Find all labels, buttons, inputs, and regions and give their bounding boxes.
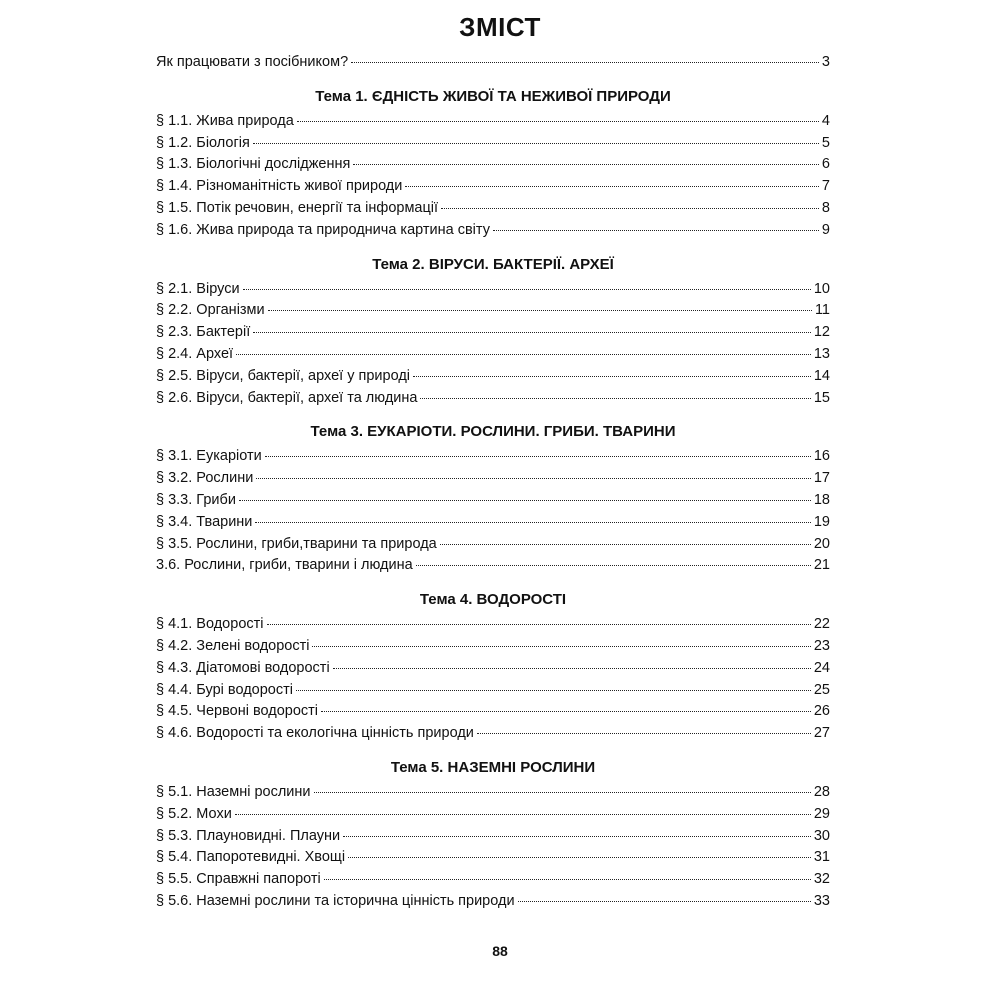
- toc-entry-page: 33: [813, 892, 830, 909]
- dot-leader: [297, 121, 819, 122]
- section-prefix: Тема 5.: [390, 758, 448, 776]
- dot-leader: [351, 62, 819, 63]
- toc-entry: [156, 300, 830, 322]
- dot-leader: [493, 230, 819, 231]
- dot-leader: [268, 310, 812, 311]
- toc-entry: [156, 826, 830, 848]
- toc-entry: [156, 680, 830, 702]
- dot-leader: [296, 690, 811, 691]
- dot-leader: [477, 733, 811, 734]
- toc-entry-page: 23: [813, 637, 830, 654]
- section-prefix: Тема 4.: [419, 591, 477, 609]
- toc-entry-page: 24: [813, 659, 830, 676]
- toc-entry-page: 26: [813, 703, 830, 720]
- toc-entry: [156, 512, 830, 534]
- toc-entry-label: § 5.1. Наземні рослини: [156, 783, 311, 800]
- dot-leader: [321, 711, 811, 712]
- dot-leader: [239, 500, 811, 501]
- toc-entry-label: § 4.4. Бурі водорості: [156, 681, 293, 698]
- section-prefix: Тема 2.: [372, 255, 429, 273]
- toc-entry-page: 22: [813, 616, 830, 633]
- toc-entry: [156, 555, 830, 577]
- toc-entry-label: § 4.1. Водорості: [156, 616, 264, 633]
- dot-leader: [416, 565, 811, 566]
- toc-entry: [156, 446, 830, 468]
- toc-entry: [156, 133, 830, 155]
- toc-entry-label: § 3.3. Гриби: [156, 491, 236, 508]
- dot-leader: [253, 332, 811, 333]
- toc-entry-page: 11: [814, 302, 830, 319]
- dot-leader: [267, 624, 811, 625]
- toc-entry: [156, 701, 830, 723]
- toc-entry-label: § 1.2. Біологія: [156, 134, 250, 151]
- section-title: ВІРУСИ. БАКТЕРІЇ. АРХЕЇ: [428, 255, 614, 273]
- dot-leader: [348, 857, 811, 858]
- section-prefix: Тема 3.: [310, 423, 368, 441]
- toc-entry-label: § 1.3. Біологічні дослідження: [156, 156, 351, 173]
- toc-entry: [156, 891, 830, 913]
- toc-entry-page: 16: [813, 448, 830, 465]
- toc-entry-page: 10: [813, 280, 830, 297]
- toc-entry-page: 27: [813, 725, 830, 742]
- toc-entry-page: 30: [813, 827, 830, 844]
- section-heading: [156, 418, 830, 446]
- toc-entry: [156, 534, 830, 556]
- section-heading: [156, 586, 830, 614]
- section-title: НАЗЕМНІ РОСЛИНИ: [447, 758, 596, 776]
- toc-entry-label: § 2.3. Бактерії: [156, 324, 251, 341]
- toc-entry: [156, 658, 830, 680]
- dot-leader: [343, 836, 811, 837]
- toc-entry-label: § 5.6. Наземні рослини та історична цінність природи: [156, 892, 515, 909]
- section-heading: [156, 83, 830, 111]
- dot-leader: [333, 668, 811, 669]
- dot-leader: [405, 186, 819, 187]
- dot-leader: [314, 792, 811, 793]
- page-number: 88: [492, 943, 508, 959]
- toc-entry: [156, 723, 830, 745]
- toc-entry: [156, 176, 830, 198]
- dot-leader: [353, 164, 819, 165]
- toc-entry-label: 3.6. Рослини, гриби, тварини і людина: [156, 557, 413, 574]
- toc-entry: [156, 279, 830, 301]
- page-title: ЗМІСТ: [459, 12, 541, 42]
- toc-entry-label: § 1.1. Жива природа: [156, 112, 294, 129]
- toc-entry-label: Як працювати з посібником?: [156, 54, 349, 70]
- toc-entry-page: 7: [821, 178, 830, 195]
- toc-entry-page: 14: [813, 367, 830, 384]
- toc-entry-page: 29: [813, 805, 830, 822]
- toc-entry-label: § 1.4. Різноманітність живої природи: [156, 178, 403, 195]
- toc-entry-label: § 4.5. Червоні водорості: [156, 703, 319, 720]
- toc-entry-page: 12: [813, 324, 830, 341]
- toc-entry: [156, 869, 830, 891]
- toc-entry: [156, 614, 830, 636]
- section-heading: [156, 754, 830, 782]
- section-title: ЄДНІСТЬ ЖИВОЇ ТА НЕЖИВОЇ ПРИРОДИ: [371, 87, 671, 105]
- toc-entry: [156, 782, 830, 804]
- toc-entry-label: § 2.2. Організми: [156, 302, 265, 319]
- dot-leader: [236, 354, 811, 355]
- toc-entry: [156, 220, 830, 242]
- toc-entry: [156, 490, 830, 512]
- toc-entry-page: 19: [813, 513, 830, 530]
- dot-leader: [253, 143, 819, 144]
- dot-leader: [420, 398, 810, 399]
- toc-entry-label: § 3.5. Рослини, гриби,тварини та природа: [156, 535, 437, 552]
- toc-entry-page: 20: [813, 535, 830, 552]
- toc-entry: [156, 468, 830, 490]
- section-title: ВОДОРОСТІ: [476, 591, 567, 609]
- toc-entry: [156, 111, 830, 133]
- toc-entry: [156, 388, 830, 410]
- dot-leader: [312, 646, 810, 647]
- dot-leader: [440, 544, 811, 545]
- toc-entry-label: § 5.5. Справжні папороті: [156, 871, 321, 888]
- toc-entry-intro: [156, 52, 830, 74]
- toc-entry: [156, 154, 830, 176]
- section-heading: [156, 251, 830, 279]
- toc-entry-label: § 3.1. Еукаріоти: [156, 448, 262, 465]
- toc-entry-page: 32: [813, 871, 830, 888]
- toc-entry-page: 17: [813, 470, 830, 487]
- toc-entry-page: 31: [813, 849, 830, 866]
- toc-entry-label: § 1.5. Потік речовин, енергії та інформації: [156, 199, 439, 216]
- dot-leader: [518, 901, 811, 902]
- dot-leader: [441, 208, 819, 209]
- toc-entry-label: § 4.2. Зелені водорості: [156, 637, 310, 654]
- toc-entry: [156, 847, 830, 869]
- toc-entry: [156, 636, 830, 658]
- toc-entry-page: 13: [813, 345, 830, 362]
- toc-entry-page: 18: [813, 491, 830, 508]
- toc-entry-page: 21: [813, 557, 830, 574]
- toc-entry-label: § 5.2. Мохи: [156, 805, 232, 822]
- toc-entry-label: § 3.4. Тварини: [156, 513, 253, 530]
- dot-leader: [235, 814, 811, 815]
- toc-entry-page: 15: [813, 389, 830, 406]
- toc-entry-page: 9: [821, 221, 830, 238]
- toc-entry-label: § 4.6. Водорості та екологічна цінність природи: [156, 725, 474, 742]
- dot-leader: [324, 879, 811, 880]
- dot-leader: [256, 478, 811, 479]
- dot-leader: [265, 456, 811, 457]
- toc-entry: [156, 344, 830, 366]
- toc-entry-label: § 5.4. Папоротевидні. Хвощі: [156, 849, 346, 866]
- dot-leader: [413, 376, 811, 377]
- toc-entry: [156, 366, 830, 388]
- toc-entry-label: § 4.3. Діатомові водорості: [156, 659, 330, 676]
- toc-entry-page: 28: [813, 783, 830, 800]
- toc-entry: [156, 198, 830, 220]
- toc-entry-page: 6: [821, 156, 830, 173]
- section-prefix: Тема 1.: [315, 87, 372, 105]
- dot-leader: [255, 522, 810, 523]
- toc-entry-label: § 5.3. Плауновидні. Плауни: [156, 827, 341, 844]
- toc-entry: [156, 322, 830, 344]
- toc-entry-label: § 2.5. Віруси, бактерії, археї у природі: [156, 367, 411, 384]
- toc-entry-label: § 2.4. Археї: [156, 345, 234, 362]
- toc-entry-page: 5: [821, 134, 830, 151]
- toc-entry-page: 25: [813, 681, 830, 698]
- toc-entry-label: § 2.6. Віруси, бактерії, археї та людина: [156, 389, 418, 406]
- toc-entry-label: § 3.2. Рослини: [156, 470, 254, 487]
- toc-entry-page: 8: [821, 199, 830, 216]
- toc-entry-label: § 2.1. Віруси: [156, 280, 240, 297]
- toc-entry-page: 4: [821, 112, 830, 129]
- toc-entry-label: § 1.6. Жива природа та природнича картина світу: [156, 221, 490, 238]
- toc-entry: [156, 804, 830, 826]
- table-of-contents: [156, 52, 830, 913]
- dot-leader: [243, 289, 811, 290]
- toc-entry-page: 3: [821, 54, 830, 70]
- section-title: ЕУКАРІОТИ. РОСЛИНИ. ГРИБИ. ТВАРИНИ: [367, 423, 676, 441]
- toc-sections: [156, 83, 830, 913]
